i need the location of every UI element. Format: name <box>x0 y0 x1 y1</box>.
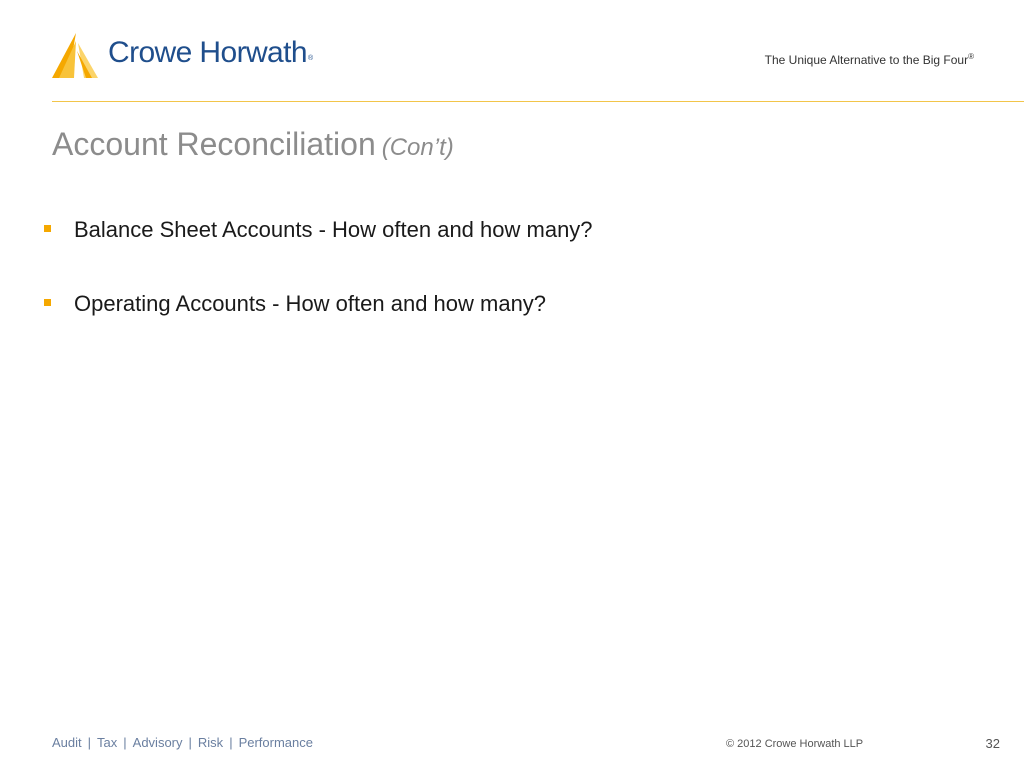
logo-mark-icon <box>50 31 100 79</box>
footer-link-performance: Performance <box>238 735 313 750</box>
footer-link-tax: Tax <box>97 735 118 750</box>
crowe-horwath-logo <box>50 30 313 80</box>
bullet-item <box>44 288 593 319</box>
bullet-text: Operating Accounts - How often and how many? <box>74 290 547 316</box>
logo-wordmark <box>108 36 313 70</box>
footer-separator: | <box>123 735 127 750</box>
tagline <box>765 52 974 67</box>
tagline-text: The Unique Alternative to the Big Four <box>764 53 969 67</box>
footer-service-lines <box>52 735 313 750</box>
slide-title <box>52 126 454 163</box>
logo-name: Crowe Horwath <box>108 36 307 69</box>
square-bullet-icon <box>44 225 51 232</box>
bullet-item <box>44 214 593 245</box>
square-bullet-icon <box>44 299 51 306</box>
logo-registered-mark: ® <box>307 55 313 62</box>
footer-link-audit: Audit <box>52 735 82 750</box>
bullet-list <box>44 214 593 362</box>
bullet-text: Balance Sheet Accounts - How often and how many? <box>74 216 593 242</box>
tagline-registered-mark: ® <box>968 52 974 61</box>
page-number: 32 <box>985 736 1000 751</box>
slide-subtitle: (Con’t) <box>381 134 454 161</box>
footer-separator: | <box>188 735 192 750</box>
slide-title-text: Account Reconciliation <box>52 126 376 162</box>
copyright-notice: © 2012 Crowe Horwath LLP <box>726 738 864 750</box>
header-divider <box>52 101 1024 102</box>
footer-link-risk: Risk <box>197 735 224 750</box>
footer-link-advisory: Advisory <box>132 735 183 750</box>
footer-separator: | <box>229 735 233 750</box>
footer-separator: | <box>87 735 92 750</box>
